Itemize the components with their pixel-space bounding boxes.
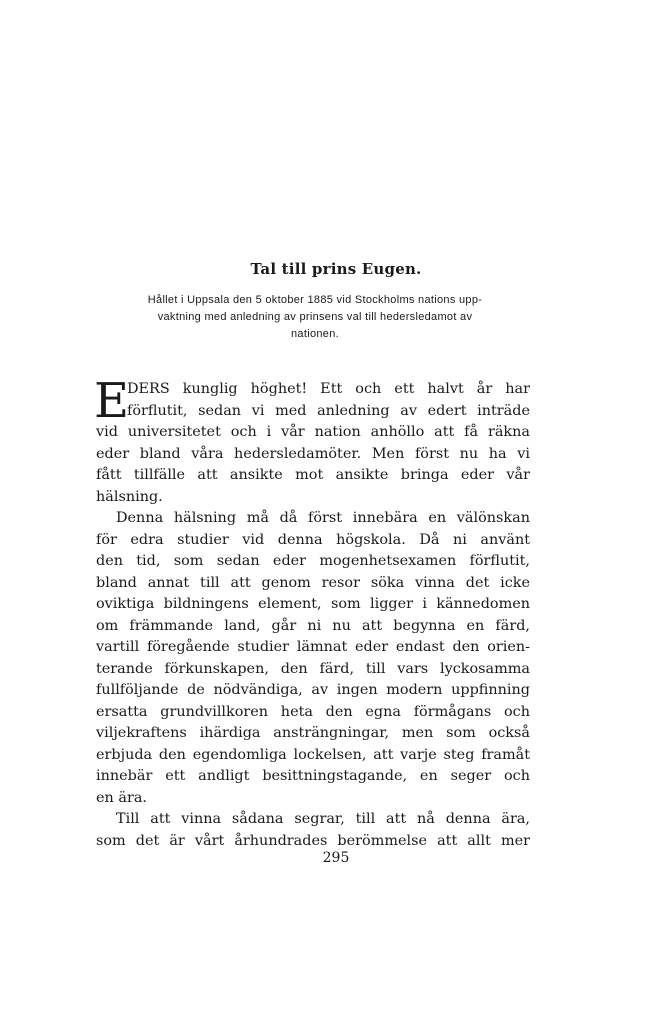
text-line: för edra studier vid denna högskola. Då ni använt (96, 531, 530, 548)
text-line: vid universitetet och i vår nation anhöllo att få räkna (96, 424, 530, 440)
text-line: förflutit, sedan vi med anledning av edert inträde (127, 402, 530, 419)
text-line: den tid, som sedan eder mogenhetsexamen förflutit, (96, 553, 530, 569)
text-line: Till att vinna sådana segrar, till att nå denna ära, (116, 811, 530, 827)
text-line: terande förkunskapen, den färd, till vars lyckosamma (96, 660, 530, 677)
drop-cap: E (94, 373, 130, 429)
text-line: Denna hälsning må då först innebära en välönskan (116, 510, 530, 526)
text-line: en ära. (96, 789, 147, 806)
text-line: hälsning. (96, 488, 163, 505)
text-line: innebär ett andligt besittningstagande, en seger och (96, 768, 530, 784)
text-line: om främmande land, går ni nu att begynna en färd, (96, 617, 530, 634)
text-line: vartill föregående studier lämnat eder endast den orien- (96, 639, 530, 655)
body-text (94, 373, 530, 852)
text-line: ersatta grundvillkoren heta den egna förmågans och (96, 703, 530, 720)
text-line: DERS kunglig höghet! Ett och ett halvt år har (127, 381, 530, 397)
chapter-title: Tal till prins Eugen. (250, 260, 422, 278)
subtitle-line: vaktning med anledning av prinsens val till hedersledamot av (157, 311, 473, 323)
subtitle-line: Hållet i Uppsala den 5 oktober 1885 vid Stockholms nations upp- (147, 294, 483, 306)
text-line: som det är vårt århundrades berömmelse att allt mer (96, 832, 530, 849)
text-line: viljekraftens ihärdiga ansträngningar, men som också (96, 725, 530, 741)
text-line: erbjuda den egendomliga lockelsen, att varje steg framåt (96, 746, 530, 763)
text-line: fått tillfälle att ansikte mot ansikte bringa eder vår (96, 467, 530, 483)
text-line: fullföljande de nödvändiga, av ingen modern uppfinning (96, 682, 530, 698)
subtitle-line: nationen. (291, 328, 339, 340)
subtitle (90, 292, 540, 343)
text-line: bland annat till att genom resor söka vinna det icke (96, 574, 530, 591)
page-number: 295 (322, 850, 350, 866)
text-line: oviktiga bildningens element, som ligger i kännedomen (96, 596, 530, 612)
text-line: eder bland våra hedersledamöter. Men först nu ha vi (96, 445, 530, 462)
